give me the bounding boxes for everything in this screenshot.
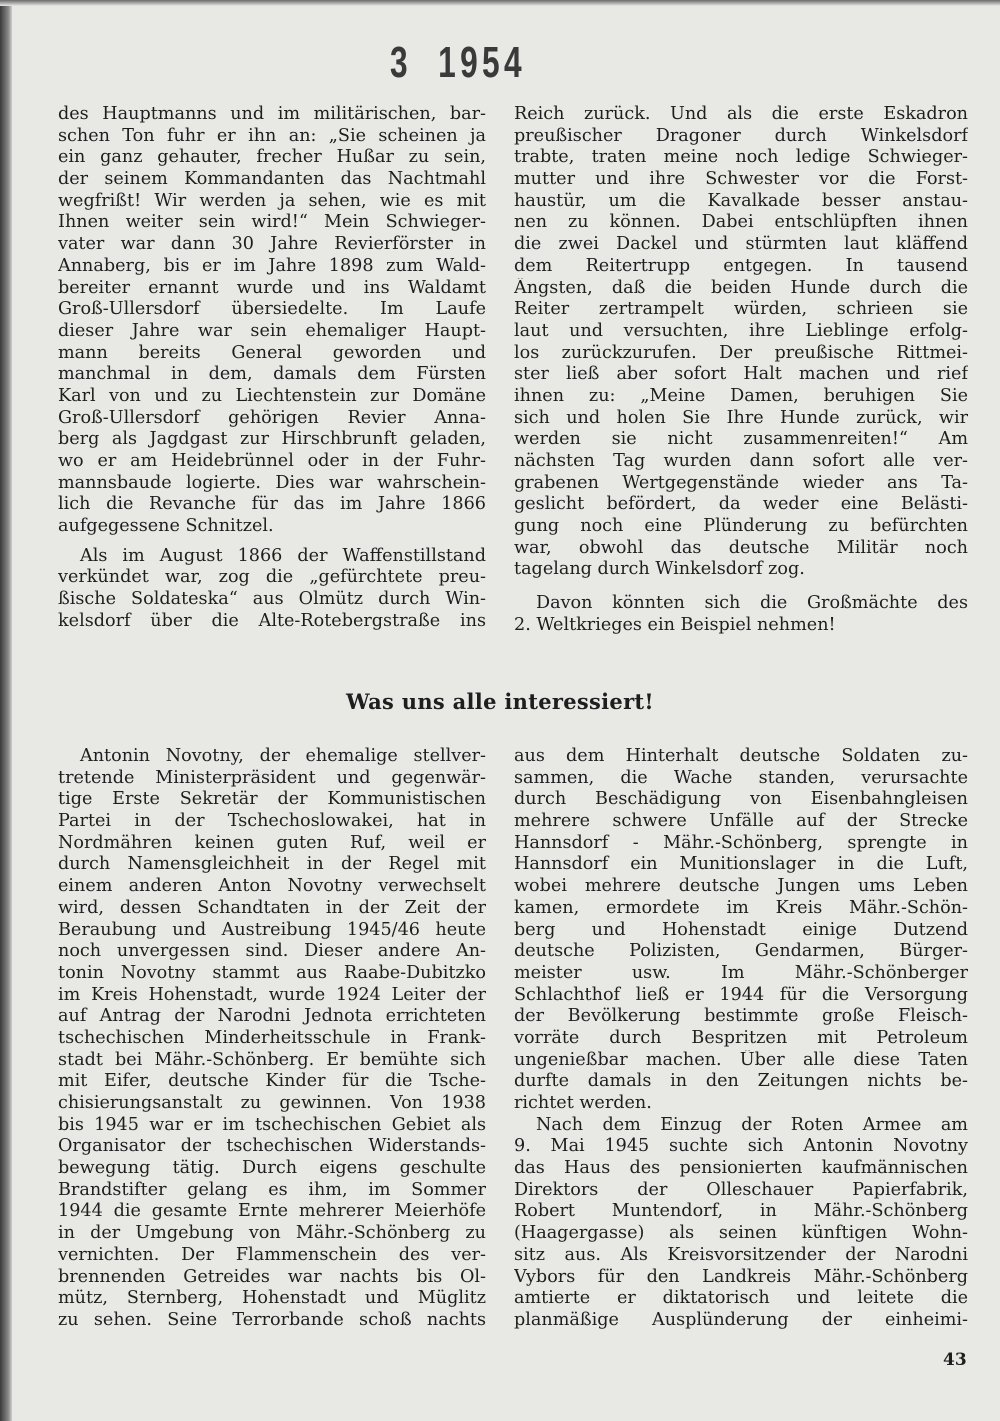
text-line: wo er am Heidebrünnel oder in der Fuhr- xyxy=(58,451,486,471)
text-line: werden sie nicht zusammenreiten!“ Am xyxy=(514,429,968,450)
text-line: Annaberg, bis er im Jahre 1898 zum Wald- xyxy=(58,255,486,276)
issue-number: 3 1954 xyxy=(390,38,526,87)
text-line: in der Umgebung von Mähr.-Schönberg zu xyxy=(58,1223,486,1244)
text-line: tschechischen Minderheitsschule in Frank- xyxy=(58,1027,486,1048)
text-line: (Haagergasse) als seinen künftigen Wohn- xyxy=(514,1223,968,1244)
text-line: zu sehen. Seine Terrorbande schoß nachts xyxy=(58,1309,486,1330)
text-line: des Hauptmanns und im militärischen, bar- xyxy=(58,104,486,124)
text-line: ungenießbar machen. Über alle diese Taten xyxy=(514,1049,968,1070)
text-line: Groß-Ullersdorf gehörigen Revier Anna- xyxy=(58,407,486,428)
text-line: stadt bei Mähr.-Schönberg. Er bemühte sich xyxy=(58,1049,486,1070)
text-line: wobei mehrere deutsche Jungen ums Leben xyxy=(514,876,968,897)
page-number: 43 xyxy=(943,1350,967,1370)
text-line: preußischer Dragoner durch Winkelsdorf xyxy=(514,125,968,146)
text-line: trabte, traten meine noch ledige Schwieger- xyxy=(514,147,968,168)
paragraph xyxy=(514,1115,968,1332)
text-line: brennenden Getreides war nachts bis Ol- xyxy=(58,1266,486,1287)
text-line: Ängsten, daß die beiden Hunde durch die xyxy=(514,277,968,298)
text-line: sammen, die Wache standen, verursachte xyxy=(514,767,968,788)
text-line: mutter und ihre Schwester vor die Forst- xyxy=(514,169,968,190)
text-line: wegfrißt! Wir werden ja sehen, wie es mit xyxy=(58,190,486,211)
text-line: bis 1945 war er im tschechischen Gebiet als xyxy=(58,1114,486,1135)
text-line: mütz, Sternberg, Hohenstadt und Müglitz xyxy=(58,1288,486,1309)
text-line: aufgegessene Schnitzel. xyxy=(58,516,274,537)
text-line: tagelang durch Winkelsdorf zog. xyxy=(514,559,805,580)
text-line: Karl von und zu Liechtenstein zur Domäne xyxy=(58,385,486,406)
text-line: bereiter ernannt wurde und ins Waldamt xyxy=(58,277,486,298)
text-line: los zurückzurufen. Der preußische Rittmei- xyxy=(514,342,968,363)
text-line: der Bevölkerung bestimmte große Fleisch- xyxy=(514,1006,968,1027)
text-line: verkündet war, zog die „gefürchtete preu- xyxy=(58,567,486,588)
text-line: kamen, ermordete im Kreis Mähr.-Schön- xyxy=(514,897,968,918)
text-line: 2. Weltkrieges ein Beispiel nehmen! xyxy=(514,614,836,635)
text-line: aus dem Hinterhalt deutsche Soldaten zu- xyxy=(514,746,968,766)
text-line: deutsche Polizisten, Gendarmen, Bürger- xyxy=(514,941,968,962)
text-line: dieser Jahre war sein ehemaliger Haupt- xyxy=(58,320,486,341)
text-line: meister usw. Im Mähr.-Schönberger xyxy=(514,962,968,983)
paragraph xyxy=(58,546,486,633)
text-line: noch unvergessen sind. Dieser andere An- xyxy=(58,941,486,962)
text-line: ßische Soldateska“ aus Olmütz durch Win- xyxy=(58,589,486,610)
text-line: Vybors für den Landkreis Mähr.-Schönberg xyxy=(514,1266,968,1287)
text-line: Ihnen weiter sein wird!“ Mein Schwieger- xyxy=(58,212,486,233)
text-line: Groß-Ullersdorf übersiedelte. Im Laufe xyxy=(58,299,486,320)
text-line: durch Namensgleichheit in der Regel mit xyxy=(58,854,486,875)
text-line: mehrere schwere Unfälle auf der Strecke xyxy=(514,811,968,832)
text-line: planmäßige Ausplünderung der einheimi- xyxy=(514,1309,968,1330)
text-line: sitz aus. Als Kreisvorsitzender der Narodni xyxy=(514,1244,968,1265)
article2-left-column xyxy=(58,746,486,1340)
text-line: 1944 die gesamte Ernte mehrerer Meierhöfe xyxy=(58,1201,486,1222)
text-line: nen zu können. Dabei entschlüpften ihnen xyxy=(514,212,968,233)
text-line: einem anderen Anton Novotny verwechselt xyxy=(58,876,486,897)
text-line: berg als Jagdgast zur Hirschbrunft geladen, xyxy=(58,429,486,450)
text-line: haustür, um die Kavalkade besser anstau- xyxy=(514,190,968,211)
text-line: durfte damals in den Zeitungen nichts be- xyxy=(514,1071,968,1092)
text-line: ster ließ aber sofort Halt machen und rief xyxy=(514,364,968,385)
text-line: Robert Muntendorf, in Mähr.-Schönberg xyxy=(514,1201,968,1222)
text-line: mit Eifer, deutsche Kinder für die Tsche- xyxy=(58,1071,486,1092)
text-line: chisierungsanstalt zu gewinnen. Von 1938 xyxy=(58,1093,486,1113)
text-line: schen Ton fuhr er ihn an: „Sie scheinen ja xyxy=(58,125,486,146)
text-line: Davon könnten sich die Großmächte des xyxy=(536,593,968,614)
article1-right-column xyxy=(514,104,968,649)
text-line: vater war dann 30 Jahre Revierförster in xyxy=(58,234,486,255)
text-line: richtet werden. xyxy=(514,1093,652,1113)
text-line: Nach dem Einzug der Roten Armee am xyxy=(536,1114,968,1135)
text-line: die zwei Dackel und stürmten laut kläffend xyxy=(514,234,968,255)
article1-left-column xyxy=(58,104,486,641)
text-line: auf Antrag der Narodni Jednota errichteten xyxy=(58,1006,486,1027)
text-line: Als im August 1866 der Waffenstillstand xyxy=(80,545,486,566)
text-line: das Haus des pensionierten kaufmännischen xyxy=(514,1158,968,1179)
text-line: grabenen Wertgegenstände wieder ans Ta- xyxy=(514,472,968,493)
text-line: ihnen zu: „Meine Damen, beruhigen Sie xyxy=(514,385,968,406)
text-line: lich die Revanche für das im Jahre 1866 xyxy=(58,494,486,515)
text-line: Reich zurück. Und als die erste Eskadron xyxy=(514,104,968,124)
text-line: Hannsdorf ein Munitionslager in die Luft, xyxy=(514,854,968,875)
text-line: Beraubung und Austreibung 1945/46 heute xyxy=(58,919,486,940)
text-line: kelsdorf über die Alte-Rotebergstraße ins xyxy=(58,610,486,631)
page-top-shadow xyxy=(0,0,1000,6)
text-line: Schlachthof ließ er 1944 für die Versorgung xyxy=(514,984,968,1005)
text-line: 9. Mai 1945 suchte sich Antonin Novotny xyxy=(514,1136,968,1157)
text-line: Direktors der Olleschauer Papierfabrik, xyxy=(514,1179,968,1200)
text-line: der seinem Kommandanten das Nachtmahl xyxy=(58,169,486,190)
text-line: Organisator der tschechischen Widerstands- xyxy=(58,1136,486,1157)
article2-heading: Was uns alle interessiert! xyxy=(346,689,654,714)
paragraph xyxy=(514,104,968,581)
text-line: geslicht befördert, da weder eine Belästi- xyxy=(514,494,968,515)
paragraph xyxy=(58,104,486,538)
paragraph xyxy=(58,746,486,1332)
text-line: Nordmähren keinen guten Ruf, weil er xyxy=(58,832,486,853)
text-line: durch Beschädigung von Eisenbahngleisen xyxy=(514,789,968,810)
text-line: tonin Novotny stammt aus Raabe-Dubitzko xyxy=(58,962,486,983)
text-line: tige Erste Sekretär der Kommunistischen xyxy=(58,789,486,810)
text-line: berg und Hohenstadt einige Dutzend xyxy=(514,919,968,940)
paragraph xyxy=(514,593,968,636)
text-line: Antonin Novotny, der ehemalige stellver- xyxy=(80,746,486,766)
text-line: Hannsdorf - Mähr.-Schönberg, sprengte in xyxy=(514,832,968,853)
text-line: Reiter zertrampelt würden, schrieen sie xyxy=(514,299,968,320)
paragraph xyxy=(514,746,968,1115)
text-line: tretende Ministerpräsident und gegenwär- xyxy=(58,767,486,788)
text-line: amtierte er diktatorisch und leitete die xyxy=(514,1288,968,1309)
text-line: war, obwohl das deutsche Militär noch xyxy=(514,537,968,558)
text-line: mannsbaude logierte. Dies war wahrschein- xyxy=(58,472,486,493)
article2-right-column xyxy=(514,746,968,1332)
text-line: Brandstifter gelang es ihm, im Sommer xyxy=(58,1179,486,1200)
text-line: bewegung tätig. Durch eigens geschulte xyxy=(58,1158,486,1179)
text-line: wird, dessen Schandtaten in der Zeit der xyxy=(58,897,486,918)
text-line: gung noch eine Plünderung zu befürchten xyxy=(514,516,968,537)
text-line: mann bereits General geworden und xyxy=(58,342,486,363)
text-line: laut und versuchten, ihre Lieblinge erfolg- xyxy=(514,320,968,341)
text-line: sich und holen Sie Ihre Hunde zurück, wir xyxy=(514,407,968,428)
text-line: vernichten. Der Flammenschein des ver- xyxy=(58,1244,486,1265)
text-line: ein ganz gehauter, frecher Hußar zu sein, xyxy=(58,147,486,168)
text-line: vorräte durch Bespritzen mit Petroleum xyxy=(514,1027,968,1048)
text-line: Partei in der Tschechoslowakei, hat in xyxy=(58,811,486,832)
text-line: im Kreis Hohenstadt, wurde 1924 Leiter der xyxy=(58,984,486,1005)
text-line: manchmal in dem, damals dem Fürsten xyxy=(58,364,486,385)
text-line: nächsten Tag wurden dann sofort alle ver- xyxy=(514,451,968,471)
text-line: dem Reitertrupp entgegen. In tausend xyxy=(514,255,968,276)
